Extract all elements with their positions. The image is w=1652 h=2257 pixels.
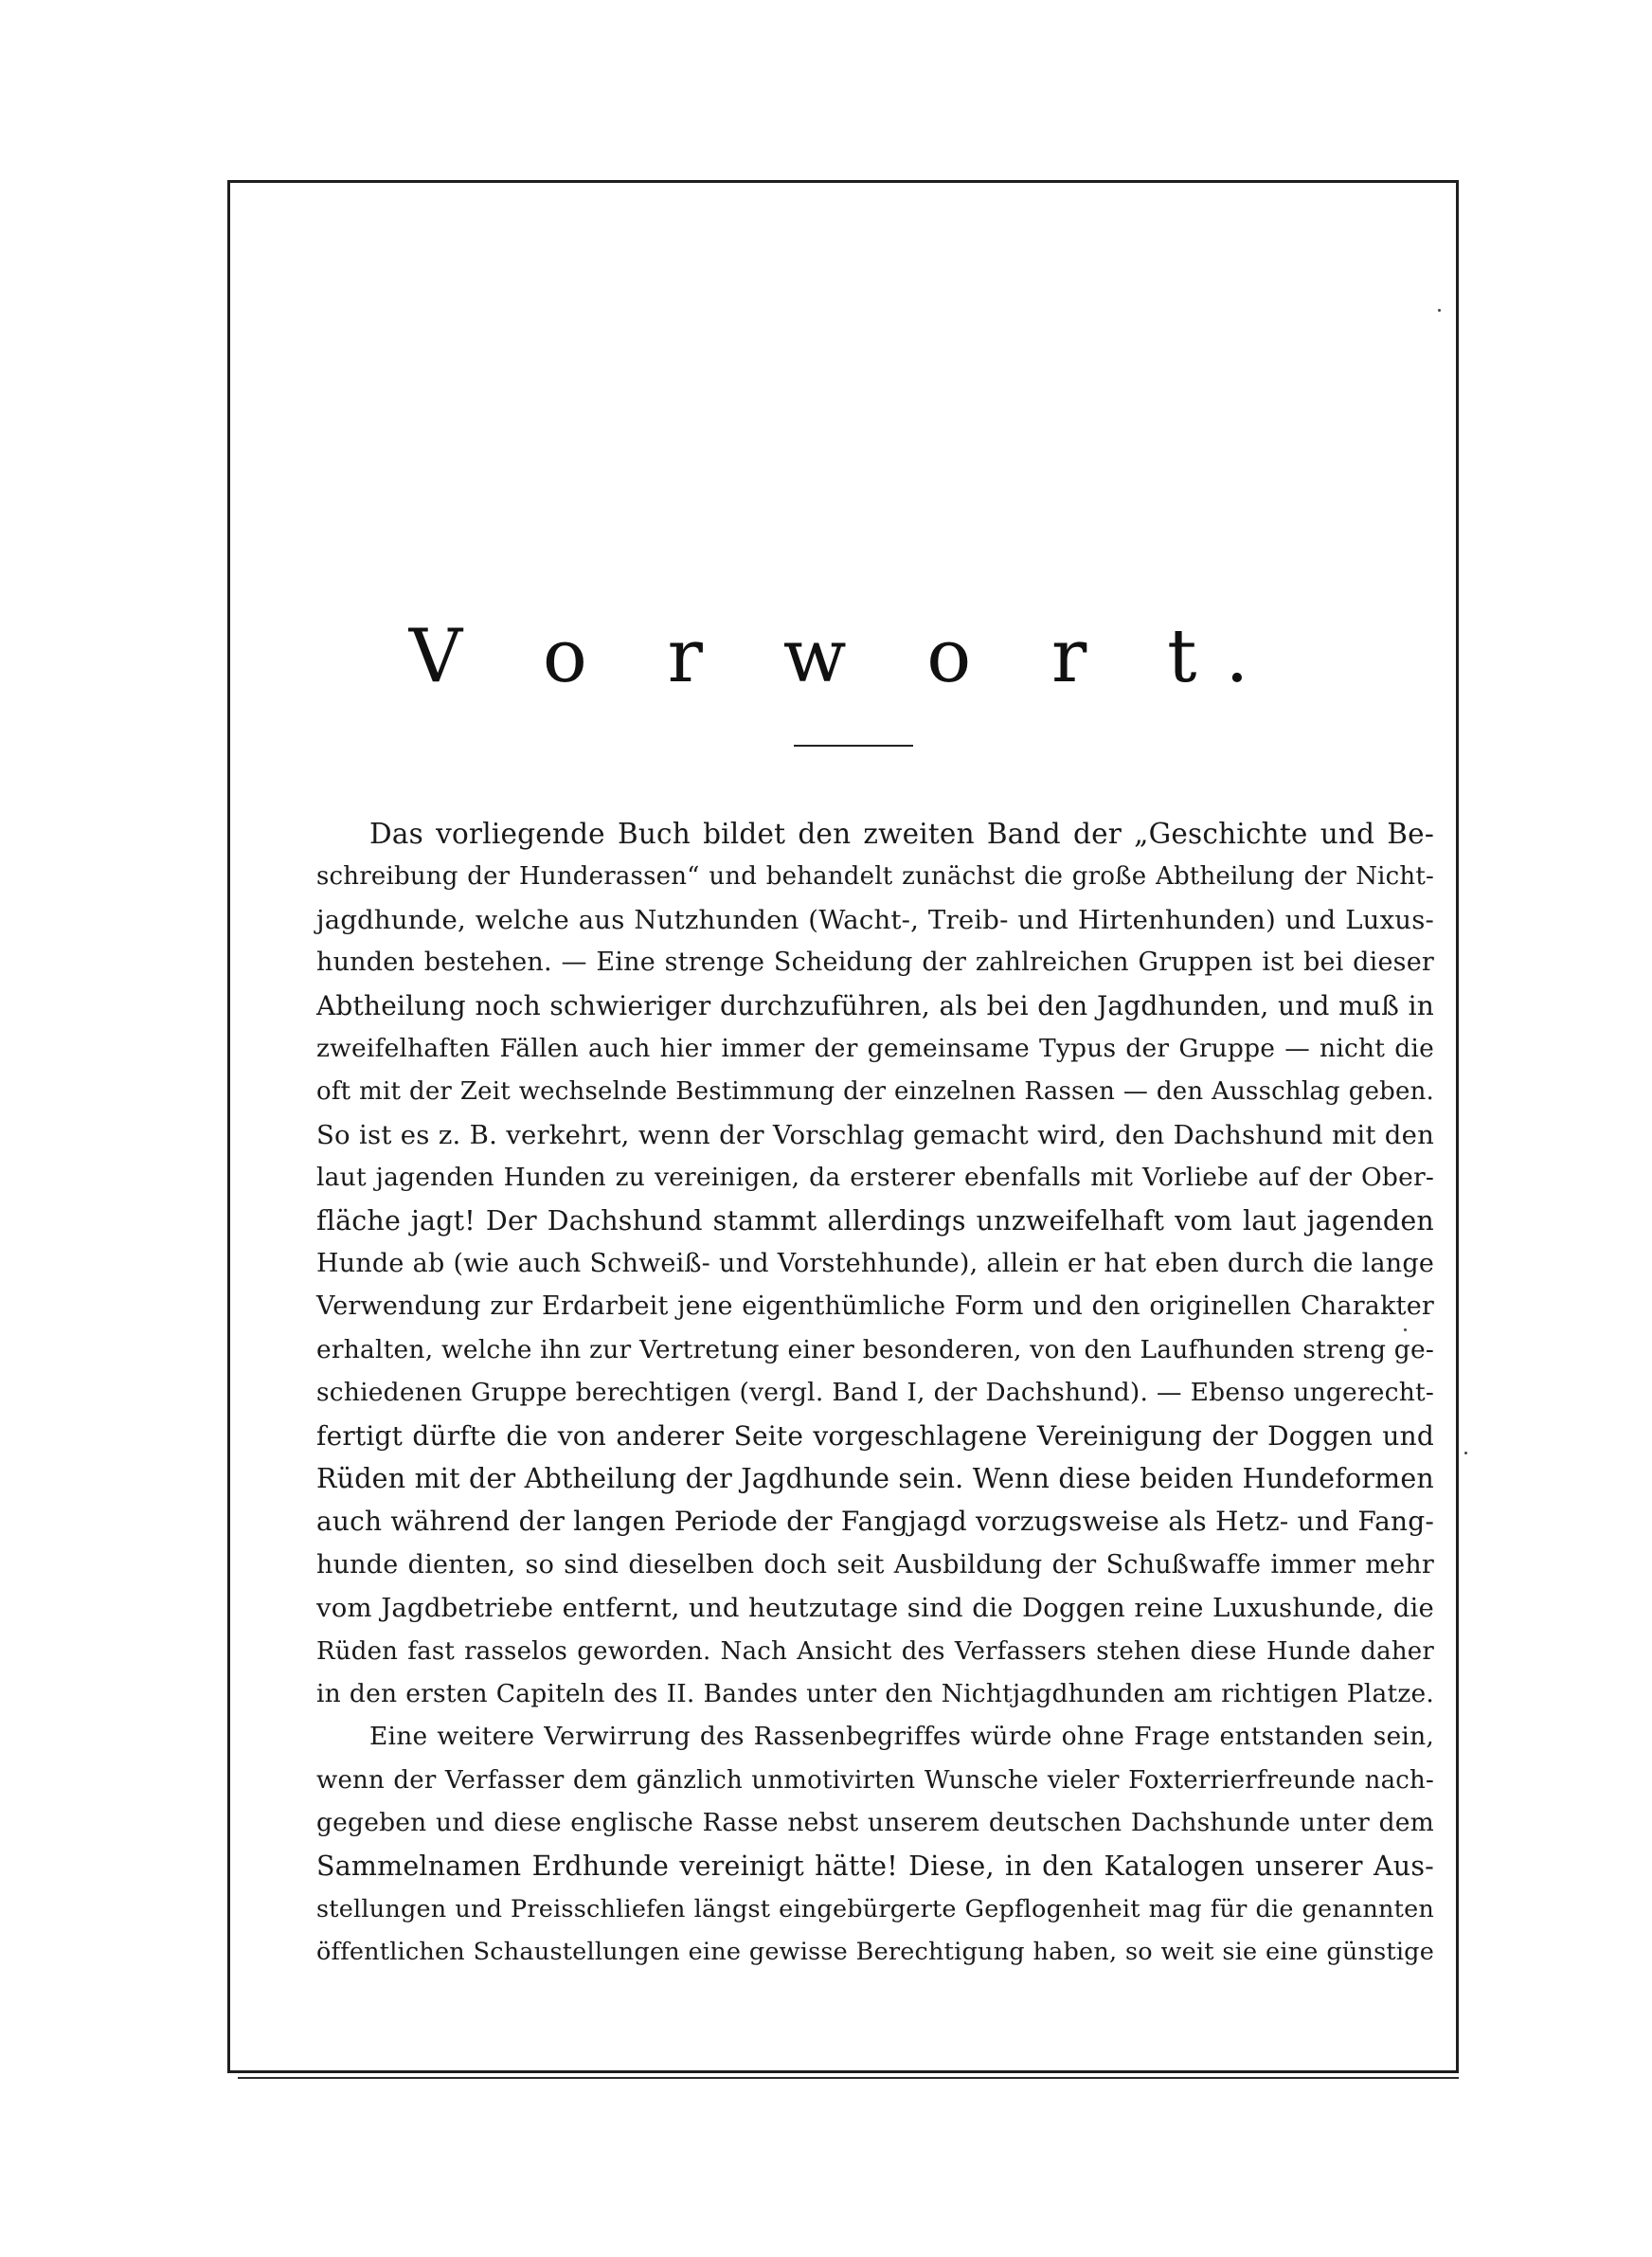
text-line: erhalten, welche ihn zur Vertretung einer besonderen, von den Laufhunden streng ge-: [316, 1334, 1434, 1364]
text-line: schiedenen Gruppe berechtigen (vergl. Band I, der Dachshund). — Ebenso ungerecht-: [316, 1378, 1434, 1408]
scan-speck: [1464, 1452, 1467, 1454]
text-line: Abtheilung noch schwieriger durchzuführen, als bei den Jagdhunden, und muß in: [316, 989, 1434, 1021]
text-line: jagdhunde, welche aus Nutzhunden (Wacht-, Treib- und Hirtenhunden) und Luxus-: [316, 904, 1434, 935]
text-line: vom Jagdbetriebe entfernt, und heutzutage sind die Doggen reine Luxushunde, die: [316, 1593, 1434, 1624]
text-line: schreibung der Hunderassen“ und behandelt zunächst die große Abtheilung der Nicht-: [316, 862, 1434, 892]
text-line: hunde dienten, so sind dieselben doch seit Ausbildung der Schußwaffe immer mehr: [316, 1549, 1434, 1580]
page-title: V o r w o r t.: [408, 614, 1278, 699]
scan-speck: [1438, 309, 1441, 312]
text-line: Hunde ab (wie auch Schweiß- und Vorstehhunde), allein er hat eben durch die lange: [316, 1249, 1434, 1278]
text-line: fläche jagt! Der Dachshund stammt allerdings unzweifelhaft vom laut jagenden: [316, 1204, 1434, 1237]
text-line: auch während der langen Periode der Fangjagd vorzugsweise als Hetz- und Fang-: [316, 1506, 1434, 1538]
text-line: Verwendung zur Erdarbeit jene eigenthümliche Form und den originellen Charakter: [316, 1291, 1434, 1322]
title-rule: [794, 745, 913, 747]
text-line: Eine weitere Verwirrung des Rassenbegriffes würde ohne Frage entstanden sein,: [369, 1722, 1434, 1752]
text-line: zweifelhaften Fällen auch hier immer der gemeinsame Typus der Gruppe — nicht die: [316, 1034, 1434, 1063]
text-line: stellungen und Preisschliefen längst eingebürgerte Gepflogenheit mag für die genannten: [316, 1895, 1434, 1923]
text-line: oft mit der Zeit wechselnde Bestimmung der einzelnen Rassen — den Ausschlag geben.: [316, 1077, 1434, 1107]
text-line: in den ersten Capiteln des II. Bandes unter den Nichtjagdhunden am richtigen Platze.: [316, 1679, 1434, 1708]
text-line: Sammelnamen Erdhunde vereinigt hätte! Diese, in den Katalogen unserer Aus-: [316, 1850, 1434, 1882]
text-line: wenn der Verfasser dem gänzlich unmotivirten Wunsche vieler Foxterrierfreunde nach-: [316, 1765, 1434, 1795]
text-line: Rüden fast rasselos geworden. Nach Ansicht des Verfassers stehen diese Hunde daher: [316, 1636, 1434, 1666]
text-line: So ist es z. B. verkehrt, wenn der Vorschlag gemacht wird, den Dachshund mit den: [316, 1119, 1434, 1150]
text-line: fertigt dürfte die von anderer Seite vorgeschlagene Vereinigung der Doggen und: [316, 1419, 1434, 1452]
text-line: Rüden mit der Abtheilung der Jagdhunde sein. Wenn diese beiden Hundeformen: [316, 1463, 1434, 1494]
text-line: öffentlichen Schaustellungen eine gewisse Berechtigung haben, so weit sie eine günstige: [316, 1938, 1434, 1967]
text-line: hunden bestehen. — Eine strenge Scheidung der zahlreichen Gruppen ist bei dieser: [316, 948, 1434, 978]
text-line: gegeben und diese englische Rasse nebst unserem deutschen Dachshunde unter dem: [316, 1808, 1434, 1838]
text-line: Das vorliegende Buch bildet den zweiten Band der „Geschichte und Be-: [369, 818, 1434, 850]
text-line: laut jagenden Hunden zu vereinigen, da ersterer ebenfalls mit Vorliebe auf der Ober-: [316, 1163, 1434, 1193]
